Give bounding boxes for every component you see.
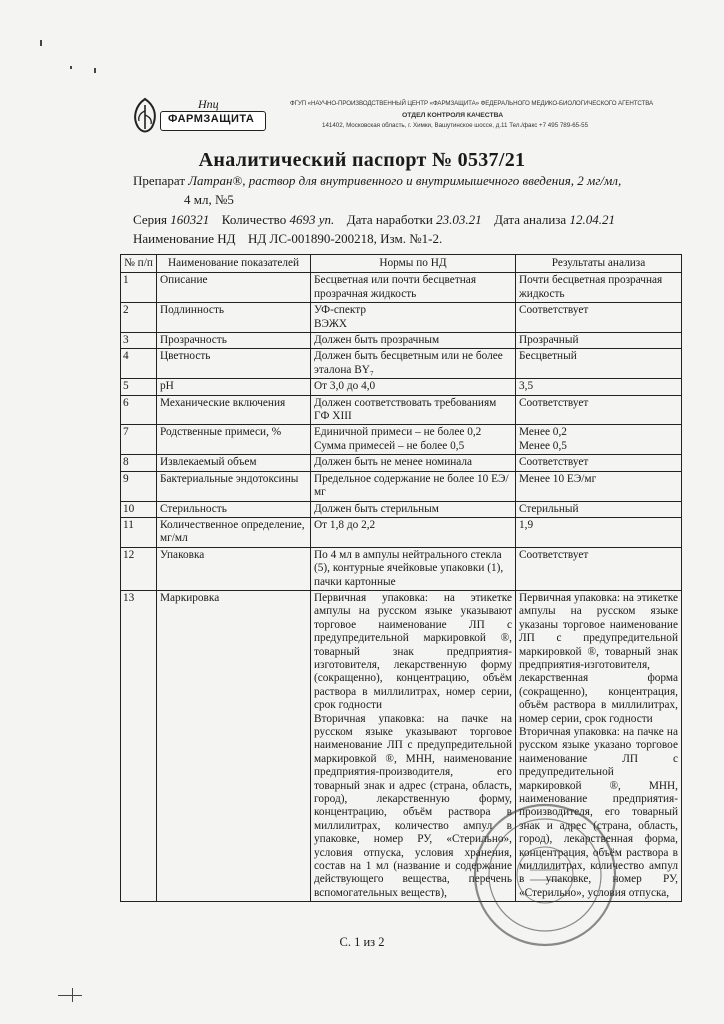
row-result: 3,5: [516, 379, 682, 395]
row-result: Соответствует: [516, 395, 682, 425]
row-norm: Должен соответствовать требованиям ГФ XIII: [311, 395, 516, 425]
row-result: Прозрачный: [516, 333, 682, 349]
analysis-date-label: Дата анализа: [494, 212, 567, 227]
row-number: 6: [121, 395, 157, 425]
preparation-label: Препарат: [133, 173, 185, 188]
row-number: 4: [121, 349, 157, 379]
row-indicator: Количественное определение, мг/мл: [157, 517, 311, 547]
row-number: 5: [121, 379, 157, 395]
logo-name: ФАРМЗАЩИТА: [168, 113, 255, 125]
row-norm: Бесцветная или почти бесцветная прозрачная жидкость: [311, 273, 516, 303]
table-row: [121, 395, 682, 425]
row-indicator: pH: [157, 379, 311, 395]
row-indicator: Извлекаемый объем: [157, 455, 311, 471]
scan-mark: [94, 68, 96, 73]
row-indicator: Упаковка: [157, 547, 311, 590]
row-norm: От 3,0 до 4,0: [311, 379, 516, 395]
preparation-line: [133, 173, 621, 189]
analysis-date-value: 12.04.21: [569, 212, 615, 227]
table-row: [121, 547, 682, 590]
nd-value: НД ЛС-001890-200218, Изм. №1-2.: [248, 231, 443, 246]
table-row: [121, 303, 682, 333]
row-indicator: Механические включения: [157, 395, 311, 425]
preparation-dose: 4 мл, №5: [184, 192, 234, 207]
row-result: Почти бесцветная прозрачная жидкость: [516, 273, 682, 303]
row-number: 12: [121, 547, 157, 590]
preparation-value: Латран®, раствор для внутривенного и внутримышечного введения, 2 мг/мл,: [188, 173, 622, 188]
table-row: [121, 379, 682, 395]
table-row: [121, 333, 682, 349]
row-number: 11: [121, 517, 157, 547]
address-line: 141402, Московская область, г. Химки, Вашутинское шоссе, д.11 Тел./факс +7 495 789-65-55: [322, 122, 589, 129]
header-result: Результаты анализа: [516, 255, 682, 273]
scan-mark: [70, 66, 72, 69]
row-number: 1: [121, 273, 157, 303]
table-row: [121, 501, 682, 517]
series-label: Серия: [133, 212, 168, 227]
table-header-row: [121, 255, 682, 273]
row-indicator: Маркировка: [157, 590, 311, 901]
row-result: Соответствует: [516, 547, 682, 590]
header-name: Наименование показателей: [157, 255, 311, 273]
company-logo: [128, 97, 266, 135]
nd-label: Наименование НД: [133, 231, 236, 246]
table-row: [121, 471, 682, 501]
scan-mark: [58, 995, 82, 996]
row-number: 8: [121, 455, 157, 471]
table-row: [121, 455, 682, 471]
row-result: Соответствует: [516, 303, 682, 333]
row-result: 1,9: [516, 517, 682, 547]
scan-mark: [72, 988, 73, 1002]
row-indicator: Родственные примеси, %: [157, 425, 311, 455]
table-row: [121, 425, 682, 455]
logo-script: Нпц: [198, 97, 219, 111]
row-number: 10: [121, 501, 157, 517]
row-norm: Единичной примеси – не более 0,2 Сумма примесей – не более 0,5: [311, 425, 516, 455]
organization-line: ФГУП «НАУЧНО-ПРОИЗВОДСТВЕННЫЙ ЦЕНТР «ФАРМЗАЩИТА» ФЕДЕРАЛЬНОГО МЕДИКО-БИОЛОГИЧЕСКОГО АГЕНТСТВА: [290, 100, 654, 107]
header-num: № п/п: [121, 255, 157, 273]
table-row: [121, 517, 682, 547]
row-number: 7: [121, 425, 157, 455]
row-indicator: Подлинность: [157, 303, 311, 333]
row-norm: Первичная упаковка: на этикетке ампулы на русском языке указывают торговое наименование ЛП с предупредительной маркировкой ®, товарный знак предприятия-изготовителя, лекарственную форму (сокращенно), концентрацию, объём раствора в миллилитрах, номер серии, срок годности Вторичная упаковка: на пачке на русском языке указывают торговое наименование ЛП с предупредительной маркировкой ®, МНН, наименование предприятия-производителя, его товарный знак и адрес (страна, область, город), лекарственную форму, концентрацию, объём раствора в миллилитрах, количество ампул в упаковке, номер РУ, «Стерильно», условия отпуска, условия хранения, состав на 1 мл (название и содержание действующего вещества, перечень вспомогательных веществ),: [311, 590, 516, 901]
made-date-label: Дата наработки: [346, 212, 433, 227]
row-norm: Должен быть прозрачным: [311, 333, 516, 349]
row-number: 13: [121, 590, 157, 901]
row-norm: Должен быть не менее номинала: [311, 455, 516, 471]
table-row: [121, 349, 682, 379]
row-indicator: Прозрачность: [157, 333, 311, 349]
page-title: Аналитический паспорт № 0537/21: [198, 149, 526, 171]
row-result: Бесцветный: [516, 349, 682, 379]
row-number: 9: [121, 471, 157, 501]
row-number: 3: [121, 333, 157, 349]
row-number: 2: [121, 303, 157, 333]
header-norm: Нормы по НД: [311, 255, 516, 273]
row-indicator: Стерильность: [157, 501, 311, 517]
row-norm: От 1,8 до 2,2: [311, 517, 516, 547]
row-result: Соответствует: [516, 455, 682, 471]
row-norm: Должен быть стерильным: [311, 501, 516, 517]
row-indicator: Цветность: [157, 349, 311, 379]
table-row: [121, 273, 682, 303]
nd-line: [133, 231, 442, 247]
row-norm: По 4 мл в ампулы нейтрального стекла (5), контурные ячейковые упаковки (1), пачки картонные: [311, 547, 516, 590]
quantity-label: Количество: [221, 212, 287, 227]
row-norm: Предельное содержание не более 10 ЕЭ/мг: [311, 471, 516, 501]
row-result: Менее 0,2 Менее 0,5: [516, 425, 682, 455]
round-stamp-icon: [470, 800, 620, 950]
made-date-value: 23.03.21: [436, 212, 482, 227]
leaf-emblem-icon: [128, 97, 162, 135]
row-result: Первичная упаковка: на этикетке ампулы на русском языке указаны торговое наименование ЛП с предупредительной маркировкой ®, товарный знак предприятия-изготовителя, лекарственная форма (сокращенно), концентрация, объём раствора в миллилитрах, номер серии, срок годности Вторичная упаковка: на пачке на русском языке указано торговое наименование ЛП с предупредительной маркировкой ®, МНН, наименование предприятия-производителя, его товарный знак и адрес (страна, область, город), лекарственная форма, концентрация, объём раствора в миллилитрах, количество ампул в упаковке, номер РУ, «Стерильно», условия отпуска,: [516, 590, 682, 901]
scan-mark: [40, 40, 42, 46]
department-line: ОТДЕЛ КОНТРОЛЯ КАЧЕСТВА: [402, 112, 504, 119]
series-line: [133, 212, 615, 228]
page-counter: С. 1 из 2: [339, 935, 385, 949]
row-norm: УФ-спектр ВЭЖХ: [311, 303, 516, 333]
row-indicator: Описание: [157, 273, 311, 303]
series-value: 160321: [170, 212, 210, 227]
row-result: Менее 10 ЕЭ/мг: [516, 471, 682, 501]
quantity-value: 4693 уп.: [289, 212, 335, 227]
row-norm: Должен быть бесцветным или не более эталона BY₇: [311, 349, 516, 379]
row-result: Стерильный: [516, 501, 682, 517]
row-indicator: Бактериальные эндотоксины: [157, 471, 311, 501]
